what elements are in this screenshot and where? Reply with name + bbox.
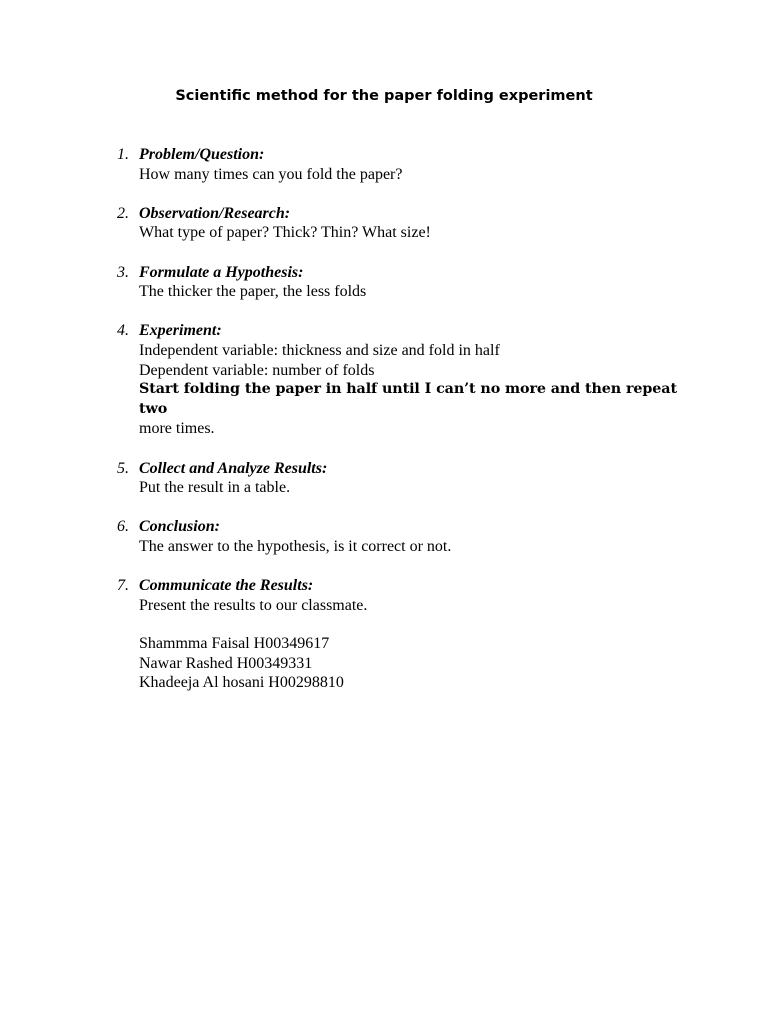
step-text: The thicker the paper, the less folds xyxy=(139,283,367,301)
step-problem-question xyxy=(108,145,708,184)
step-heading: Observation/Research: xyxy=(139,204,291,222)
author-name: Khadeeja Al hosani H00298810 xyxy=(139,674,344,692)
step-hypothesis xyxy=(108,263,708,302)
authors-block xyxy=(139,634,344,693)
step-observation-research xyxy=(108,204,708,243)
step-conclusion xyxy=(108,517,708,556)
step-collect-analyze xyxy=(108,459,708,498)
procedure-text: Start folding the paper in half until I can’t no more and then repeat two xyxy=(139,381,677,417)
step-experiment xyxy=(108,321,708,439)
step-heading: Communicate the Results: xyxy=(139,577,314,595)
step-text: How many times can you fold the paper? xyxy=(139,165,403,183)
step-heading: Collect and Analyze Results: xyxy=(139,459,328,477)
author-name: Nawar Rashed H00349331 xyxy=(139,654,313,672)
step-communicate xyxy=(108,576,708,615)
step-heading: Experiment: xyxy=(139,322,222,340)
author-name: Shammma Faisal H00349617 xyxy=(139,635,330,652)
independent-variable-text: Independent variable: thickness and size and fold in half xyxy=(139,341,500,359)
method-steps-list xyxy=(108,145,708,635)
step-number: 1. xyxy=(117,146,129,163)
step-number: 4. xyxy=(117,322,129,340)
step-text: What type of paper? Thick? Thin? What size! xyxy=(139,224,431,242)
step-heading: Problem/Question: xyxy=(139,146,265,163)
step-text: The answer to the hypothesis, is it correct or not. xyxy=(139,537,452,555)
step-number: 6. xyxy=(117,518,129,536)
step-heading: Formulate a Hypothesis: xyxy=(139,263,304,281)
step-text: Put the result in a table. xyxy=(139,479,291,497)
step-number: 7. xyxy=(117,577,129,595)
step-heading: Conclusion: xyxy=(139,518,220,536)
document-title: Scientific method for the paper folding experiment xyxy=(175,88,593,104)
dependent-variable-text: Dependent variable: number of folds xyxy=(139,361,375,379)
step-number: 3. xyxy=(117,263,129,281)
step-text: Present the results to our classmate. xyxy=(139,596,368,614)
step-number: 5. xyxy=(117,459,129,477)
step-number: 2. xyxy=(117,204,129,222)
procedure-text-continued: more times. xyxy=(139,420,215,438)
